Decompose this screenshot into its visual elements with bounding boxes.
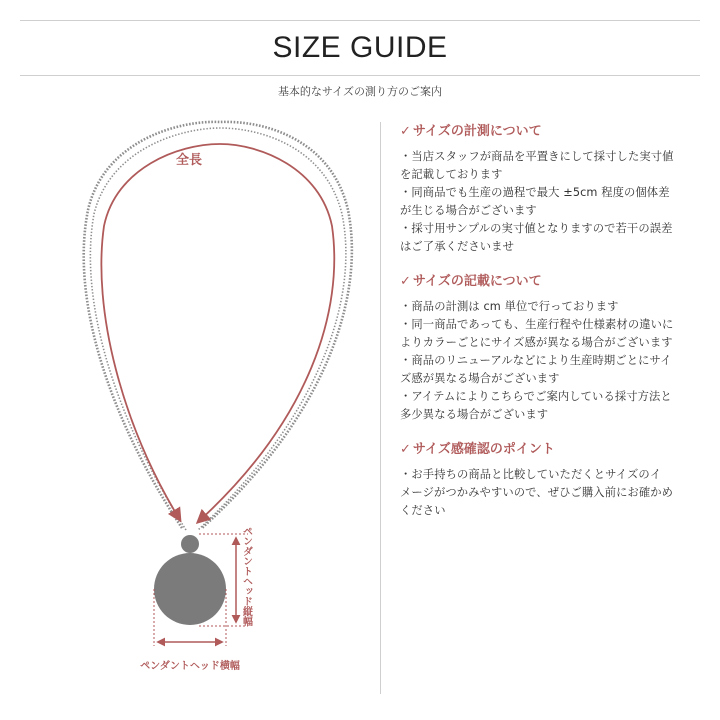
list-item: ・商品の計測は cm 単位で行っております: [400, 300, 619, 313]
list-item: はご了承くださいませ: [400, 240, 514, 253]
pendant-head: [154, 553, 226, 625]
section-heading: ✓ サイズ感確認のポイント: [400, 442, 555, 457]
top-rule: [20, 20, 700, 21]
list-item: ・採寸用サンプルの実寸値となりますので若干の誤差: [400, 222, 673, 235]
section-list: [400, 466, 700, 520]
section-heading: ✓ サイズの計測について: [400, 124, 542, 139]
list-item: メージがつかみやすいので、ぜひご購入前にお確かめ: [400, 486, 674, 499]
total-length-label: 全長: [176, 153, 203, 168]
list-item: ・お手持ちの商品と比較していただくとサイズのイ: [400, 468, 662, 481]
section-list: [400, 298, 700, 424]
list-item: よりカラーごとにサイズ感が異なる場合がございます: [400, 336, 673, 349]
section-heading: ✓ サイズの記載について: [400, 274, 542, 289]
chain-outer: [84, 122, 352, 528]
info-column: [400, 122, 700, 536]
column-divider: [380, 122, 381, 694]
section-list: [400, 148, 700, 256]
check-icon: ✓: [400, 124, 411, 139]
pendant-height-label: ペンダントヘッド縦幅: [240, 526, 252, 626]
section-fit-points: [400, 440, 700, 520]
list-item: ・同商品でも生産の過程で最大 ±5cm 程度の個体差: [400, 186, 670, 199]
necklace-diagram: [70, 120, 380, 680]
page-subtitle: 基本的なサイズの測り方のご案内: [277, 85, 443, 98]
list-item: を記載しております: [400, 168, 503, 181]
list-item: ください: [400, 504, 446, 517]
pendant-bail: [181, 535, 199, 553]
section-measurement: [400, 122, 700, 256]
list-item: 多少異なる場合がございます: [400, 408, 549, 421]
check-icon: ✓: [400, 442, 411, 457]
list-item: ズ感が異なる場合がございます: [400, 372, 560, 385]
title-bottom-rule: [20, 75, 700, 76]
list-item: ・当店スタッフが商品を平置きにして採寸した実寸値: [400, 150, 674, 163]
list-item: ・アイテムによりこちらでご案内している採寸方法と: [400, 390, 672, 403]
page-title: SIZE GUIDE: [272, 31, 448, 64]
chain-inner: [90, 128, 346, 530]
check-icon: ✓: [400, 274, 411, 289]
list-item: が生じる場合がございます: [400, 204, 537, 217]
section-notation: [400, 272, 700, 424]
list-item: ・商品のリニューアルなどにより生産時期ごとにサイ: [400, 354, 672, 367]
total-length-arrow: [101, 144, 334, 522]
pendant-width-label: ペンダントヘッド横幅: [140, 661, 240, 672]
list-item: ・同一商品であっても、生産行程や仕様素材の違いに: [400, 318, 674, 331]
